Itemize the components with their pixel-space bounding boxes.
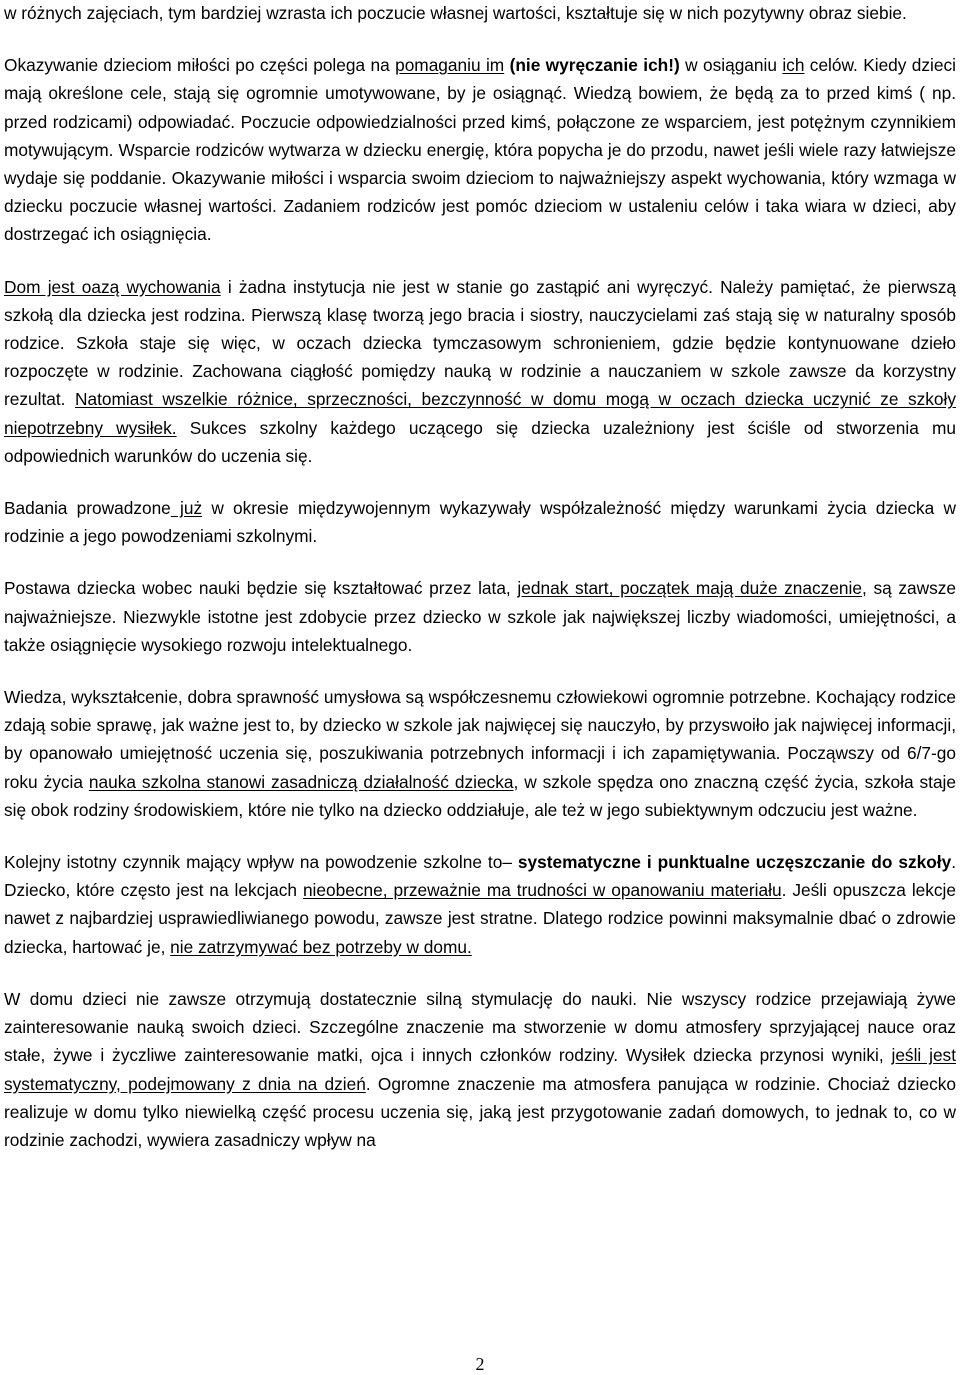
underlined-text: nie zatrzymywać bez potrzeby w domu. xyxy=(170,936,472,957)
text-run: . Dziecko, które często jest na lekcjach xyxy=(4,852,956,901)
underlined-text: Natomiast wszelkie różnice, sprzeczności, bezczynność w domu mogą w oczach dziecka uczynić ze szkoły niepotrzebny wysiłek. xyxy=(4,389,956,438)
text-run: W domu dzieci nie zawsze otrzymują dostatecznie silną stymulację do nauki. Nie wszyscy rodzice przejawiają żywe zainteresowanie nauką swoich dzieci. Szczególne znaczenie ma stworzenie w domu atmosfery sprzyjającej nauce oraz stałe, żywe i życzliwe zainteresowanie matki, ojca i innych członków rodziny. Wysiłek dziecka przynosi wyniki, xyxy=(4,988,956,1066)
paragraph xyxy=(4,985,956,1154)
text-run: Kolejny istotny czynnik mający wpływ na powodzenie szkolne to– xyxy=(4,852,518,873)
underlined-text: jednak start, początek mają duże znaczenie xyxy=(517,578,862,599)
text-run: . Ogromne znaczenie ma atmosfera panująca w rodzinie. Chociaż dziecko realizuje w domu tylko niewielką część procesu uczenia się, jaką jest przygotowanie zadań domowych, to jednak to, co w rodzinie zachodzi, wywiera zasadniczy wpływ na xyxy=(4,1073,957,1150)
underlined-text: nieobecne, przeważnie ma trudności w opanowaniu materiału xyxy=(302,880,782,901)
underlined-text: nauka szkolna stanowi zasadniczą działalność dziecka xyxy=(88,771,514,792)
bold-text: systematyczne i punktualne uczęszczanie do szkoły xyxy=(517,852,952,873)
paragraph xyxy=(4,0,956,27)
underlined-text: jeśli jest systematyczny, podejmowany z dnia na dzień xyxy=(4,1045,956,1094)
text-run: Postawa dziecka wobec nauki będzie się kształtować przez lata, xyxy=(4,578,518,599)
text-run: Wiedza, wykształcenie, dobra sprawność umysłowa są współczesnemu człowiekowi ogromnie potrzebne. Kochający rodzice zdają sobie sprawę, jak ważne jest to, by dziecko w szkole jak najwięcej się nauczyło, by przyswoiło jak najwięcej informacji, by opanowało umiejętność uczenia się, poszukiwania potrzebnych informacji i ich zapamiętywania. Począwszy od 6/7-go roku życia xyxy=(4,687,956,792)
text-run: celów. Kiedy dzieci mają określone cele, stają się ogromnie umotywowane, by je osiągnąć. Wiedzą bowiem, że będą za to przed kimś ( np. przed rodzicami) odpowiadać. Poczucie odpowiedzialności przed kimś, połączone ze wsparciem, jest potężnym czynnikiem motywującym. Wsparcie rodziców wytwarza w dziecku energię, która popycha je do przodu, nawet jeśli wiele razy łatwiejsze wydaje się poddanie. Okazywanie miłości i wsparcia swoim dzieciom to najważniejszy aspekt wychowania, który wzmaga w dziecku poczucie własnej wartości. Zadaniem rodziców jest pomóc dzieciom w ustaleniu celów i taka wiara w dzieci, aby dostrzegać ich osiągnięcia. xyxy=(4,55,956,245)
text-run: i żadna instytucja nie jest w stanie go zastąpić ani wyręczyć. Należy pamiętać, że pierwszą szkołą dla dziecka jest rodzina. Pierwszą klasę tworzą jego bracia i siostry, nauczycielami zaś stają się w naturalny sposób rodzice. Szkoła staje się więc, w oczach dziecka tymczasowym schronieniem, gdzie będzie kontynuowane dzieło rozpoczęte w rodzinie. Zachowana ciągłość pomiędzy nauką w rodzinie a nauczaniem w szkole zawsze da korzystny rezultat. xyxy=(4,276,956,410)
paragraph xyxy=(4,273,956,470)
text-run: w osiąganiu xyxy=(679,55,783,76)
paragraph xyxy=(4,51,956,248)
underlined-text: Dom jest oazą wychowania xyxy=(4,276,221,297)
paragraph xyxy=(4,494,956,550)
text-run: w okresie międzywojennym wykazywały współzależność między warunkami życia dziecka w rodzinie a jego powodzeniami szkolnymi. xyxy=(4,498,956,547)
underlined-text: pomaganiu im xyxy=(395,55,505,76)
text-run: Sukces szkolny każdego uczącego się dziecka uzależniony jest ściśle od stworzenia mu odpowiednich warunków do uczenia się. xyxy=(4,417,957,466)
bold-text: (nie wyręczanie ich! xyxy=(509,55,674,76)
text-run: Badania prowadzone xyxy=(4,498,171,519)
text-run: w różnych zajęciach, tym bardziej wzrasta ich poczucie własnej wartości, kształtuje się w nich pozytywny obraz siebie. xyxy=(4,3,907,23)
text-run: Okazywanie dzieciom miłości po części polega na xyxy=(4,55,396,76)
text-run: , są zawsze najważniejsze. Niezwykle istotne jest zdobycie przez dziecko w szkole jak największej liczby wiadomości, umiejętności, a także osiągnięcie wysokiego rozwoju intelektualnego. xyxy=(4,578,957,655)
underlined-text: już xyxy=(170,498,203,519)
bold-text: ) xyxy=(674,55,680,76)
text-run: , w szkole spędza ono znaczną część życia, szkoła staje się obok rodziny środowiskiem, które nie tylko na dziecko oddziałuje, ale też w jego subiektywnym odczuciu jest ważne. xyxy=(4,771,957,820)
document-body xyxy=(4,0,956,1178)
paragraph xyxy=(4,574,956,659)
paragraph xyxy=(4,683,956,824)
page-number: 2 xyxy=(475,1354,485,1374)
text-run: . Jeśli opuszcza lekcje nawet z najbardziej usprawiedliwianego powodu, zawsze jest stratne. Dlatego rodzice powinni maksymalnie dbać o zdrowie dziecka, hartować je, xyxy=(4,880,957,957)
paragraph xyxy=(4,848,956,961)
underlined-text: ich xyxy=(782,55,805,76)
